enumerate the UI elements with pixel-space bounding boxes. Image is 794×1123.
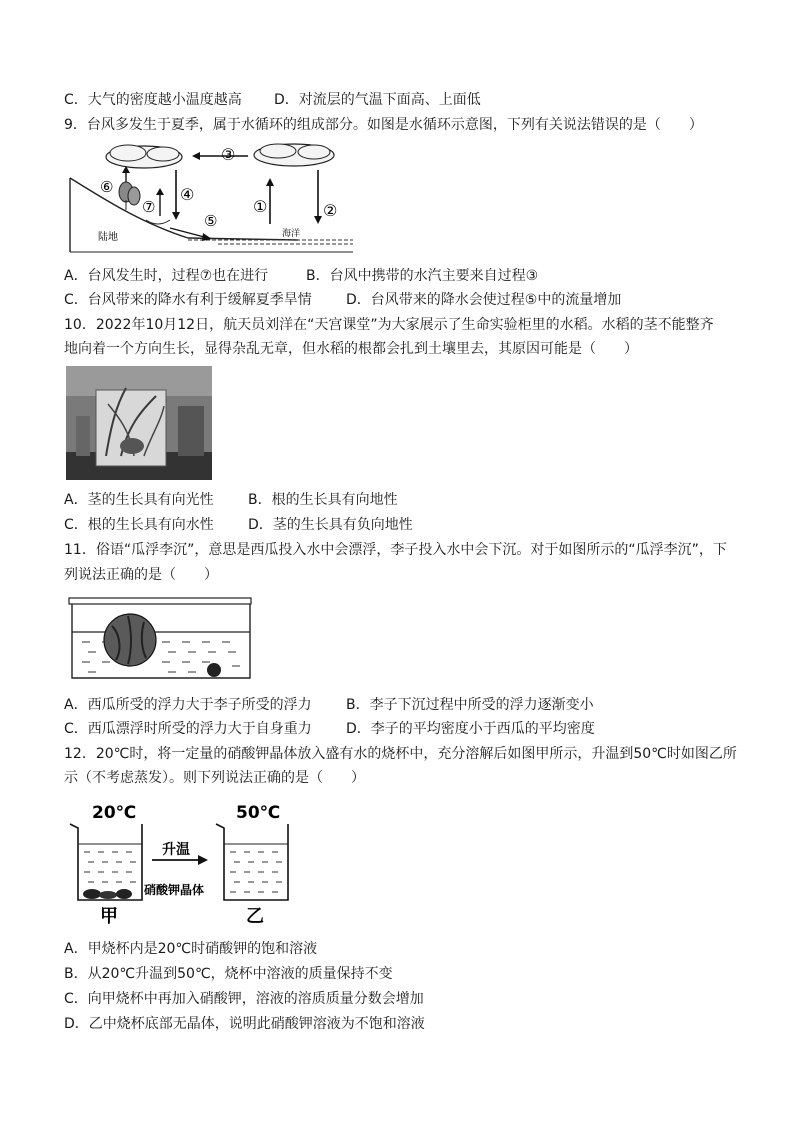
q10-stem-line2: 地向着一个方向生长，显得杂乱无章，但水稻的根都会扎到土壤里去，其原因可能是（ ） [64, 341, 638, 357]
label-3: ③ [221, 145, 236, 164]
temp-left: 20℃ [92, 803, 137, 823]
water-cycle-figure [68, 140, 358, 256]
q9-option-c: C．台风带来的降水有利于缓解夏季旱情 [64, 292, 312, 308]
land-label: 陆地 [98, 232, 118, 243]
label-4: ④ [180, 185, 195, 204]
arrow-label: 升温 [162, 842, 190, 858]
beaker-figure [66, 800, 300, 926]
label-1: ① [253, 197, 268, 216]
ocean-label: 海洋 [282, 229, 301, 239]
q12-stem-line2: 示（不考虑蒸发）。则下列说法正确的是（ ） [64, 770, 365, 786]
q12-option-b: B．从20℃升温到50℃，烧杯中溶液的质量保持不变 [64, 966, 393, 982]
q10-stem-line1: 10．2022年10月12日，航天员刘洋在“天宫课堂”为大家展示了生命实验柜里的水稻。水稻的茎不能整齐 [64, 317, 714, 333]
q9-option-b: B．台风中携带的水汽主要来自过程③ [306, 268, 539, 284]
q9-stem: 9．台风多发生于夏季，属于水循环的组成部分。如图是水循环示意图，下列有关说法错误的是（ ） [64, 117, 703, 133]
q10-option-b: B．根的生长具有向地性 [248, 492, 398, 508]
q10-option-d: D．茎的生长具有负向地性 [248, 517, 413, 533]
prev-option-c: C．大气的密度越小温度越高 [64, 92, 242, 108]
beaker-left-label: 甲 [100, 906, 118, 926]
q11-option-b: B．李子下沉过程中所受的浮力逐渐变小 [346, 697, 594, 713]
q11-stem-line2: 列说法正确的是（ ） [64, 567, 218, 583]
q11-stem-line1: 11．俗语“瓜浮李沉”，意思是西瓜投入水中会漂浮，李子投入水中会下沉。对于如图所示的“瓜浮李沉”，下 [64, 542, 727, 558]
q12-option-a: A．甲烧杯内是20℃时硝酸钾的饱和溶液 [64, 941, 318, 957]
beaker-right-label: 乙 [246, 906, 264, 926]
label-6: ⑥ [100, 178, 114, 196]
label-7: ⑦ [142, 198, 156, 216]
q11-option-a: A．西瓜所受的浮力大于李子所受的浮力 [64, 697, 312, 713]
crystal-label: 硝酸钾晶体 [144, 883, 205, 897]
melon-plum-figure [68, 594, 254, 680]
q9-option-d: D．台风带来的降水会使过程⑤中的流量增加 [346, 292, 622, 308]
q12-option-c: C．向甲烧杯中再加入硝酸钾，溶液的溶质质量分数会增加 [64, 991, 424, 1007]
q10-option-c: C．根的生长具有向水性 [64, 517, 214, 533]
q12-stem-line1: 12．20℃时，将一定量的硝酸钾晶体放入盛有水的烧杯中，充分溶解后如图甲所示，升温到50℃时如图乙所 [64, 746, 737, 762]
q11-option-d: D．李子的平均密度小于西瓜的平均密度 [346, 721, 595, 737]
q11-option-c: C．西瓜漂浮时所受的浮力大于自身重力 [64, 721, 312, 737]
rice-experiment-photo [66, 366, 212, 480]
label-2: ② [323, 201, 338, 220]
q12-option-d: D．乙中烧杯底部无晶体，说明此硝酸钾溶液为不饱和溶液 [64, 1016, 425, 1032]
prev-option-d: D．对流层的气温下面高、上面低 [274, 92, 481, 108]
q9-option-a: A．台风发生时，过程⑦也在进行 [64, 268, 269, 284]
label-5: ⑤ [204, 212, 218, 230]
q10-option-a: A．茎的生长具有向光性 [64, 492, 214, 508]
temp-right: 50℃ [236, 803, 281, 823]
